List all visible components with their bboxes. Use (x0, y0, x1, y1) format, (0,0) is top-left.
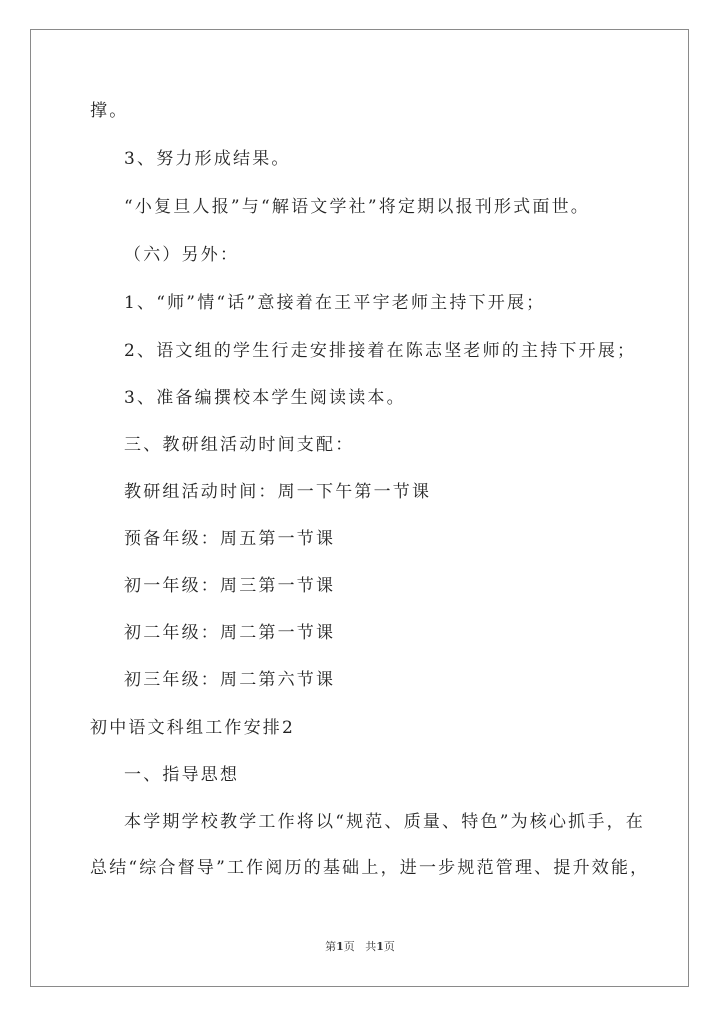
text-line: 3、准备编撰校本学生阅读读本。 (124, 388, 406, 408)
section-heading: 一、指导思想 (124, 765, 240, 785)
document-title: 初中语文科组工作安排2 (90, 718, 296, 738)
text-line: 2、语文组的学生行走安排接着在陈志坚老师的主持下开展； (124, 341, 637, 361)
text-line: 初二年级：周二第一节课 (124, 623, 336, 643)
footer-page-prefix: 第 (325, 940, 337, 953)
section-heading: 三、教研组活动时间支配： (124, 435, 355, 455)
page-footer (0, 940, 720, 954)
text-line: 预备年级：周五第一节课 (124, 529, 336, 549)
footer-page-suffix: 页 (343, 940, 355, 953)
text-line: 1、“师”情“话”意接着在王平宇老师主持下开展； (124, 293, 546, 313)
text-line: 初三年级：周二第六节课 (124, 670, 336, 690)
footer-total-suffix: 页 (383, 940, 395, 953)
text-line: “小复旦人报”与“解语文学社”将定期以报刊形式面世。 (124, 197, 590, 217)
footer-page-number: 1 (336, 940, 344, 953)
text-line: 撑。 (90, 101, 129, 121)
text-line: 3、努力形成结果。 (124, 149, 291, 169)
page-border (30, 29, 689, 987)
text-line: 初一年级：周三第一节课 (124, 576, 336, 596)
footer-total-prefix: 共 (365, 940, 377, 953)
text-line: 教研组活动时间：周一下午第一节课 (124, 482, 432, 502)
text-line: 总结“综合督导”工作阅历的基础上，进一步规范管理、提升效能， (90, 858, 650, 878)
text-line: 本学期学校教学工作将以“规范、质量、特色”为核心抓手，在 (124, 812, 645, 832)
footer-total-number: 1 (376, 940, 384, 953)
text-line: （六）另外： (124, 245, 240, 265)
